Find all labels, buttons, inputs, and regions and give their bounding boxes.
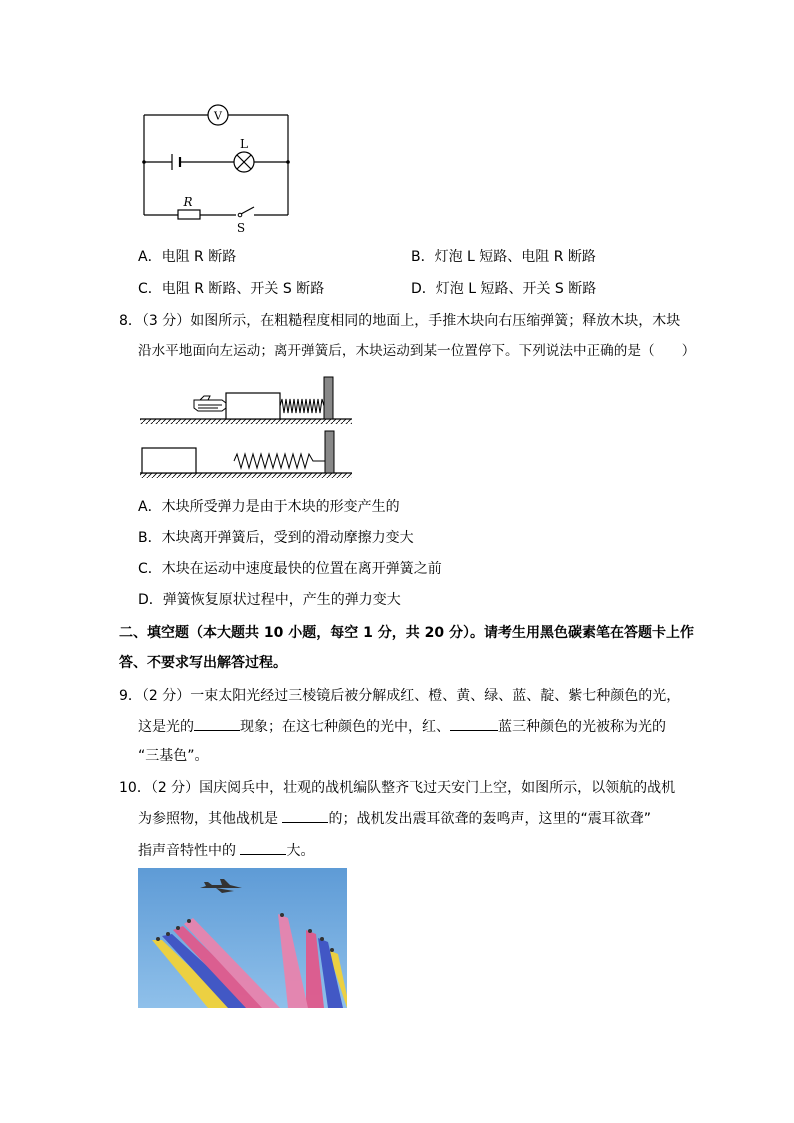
q9-line3: “三基色”。 bbox=[138, 748, 209, 764]
q10-text-d: 大。 bbox=[286, 843, 315, 859]
q10-line1: 10．（2 分）国庆阅兵中，壮观的战机编队整齐飞过天安门上空，如图所示，以领航的战机 bbox=[119, 780, 676, 796]
block-spring-figure bbox=[138, 372, 358, 484]
wall-bottom bbox=[325, 431, 334, 473]
q8-stem-line1: 8．（3 分）如图所示，在粗糙程度相同的地面上，手推木块向右压缩弹簧；释放木块，木块 bbox=[119, 313, 681, 329]
lamp-icon bbox=[234, 152, 254, 172]
wood-block-bottom bbox=[142, 448, 196, 473]
jet-formation-photo bbox=[138, 868, 347, 1008]
q9-text-a: 这是光的 bbox=[138, 719, 194, 735]
q8-option-b: B．木块离开弹簧后，受到的滑动摩擦力变大 bbox=[138, 530, 414, 546]
q8-stem-line2: 沿水平地面向左运动；离开弹簧后，木块运动到某一位置停下。下列说法中正确的是（ ） bbox=[138, 343, 696, 359]
q7-option-a: A．电阻 R 断路 bbox=[138, 249, 237, 265]
lamp-label: L bbox=[240, 137, 248, 151]
q10-line2 bbox=[138, 808, 651, 829]
q7-option-d: D．灯泡 L 短路、开关 S 断路 bbox=[411, 281, 597, 297]
q8-option-d: D．弹簧恢复原状过程中，产生的弹力变大 bbox=[138, 592, 401, 608]
q9-blank-2[interactable] bbox=[450, 716, 498, 731]
q10-blank-1[interactable] bbox=[282, 808, 328, 823]
q9-line1: 9．（2 分）一束太阳光经过三棱镜后被分解成红、橙、黄、绿、蓝、靛、紫七种颜色的光， bbox=[119, 688, 681, 704]
bottom-scene bbox=[140, 431, 352, 478]
resistor-icon bbox=[178, 210, 200, 219]
q9-text-b: 现象；在这七种颜色的光中，红、 bbox=[240, 719, 450, 735]
wood-block-top bbox=[226, 393, 280, 419]
q10-text-c: 指声音特性中的 bbox=[138, 843, 241, 859]
q9-blank-1[interactable] bbox=[194, 716, 240, 731]
q9-text-c: 蓝三种颜色的光被称为光的 bbox=[498, 719, 666, 735]
q10-line3 bbox=[138, 840, 314, 861]
section-heading-line2: 答、不要求写出解答过程。 bbox=[119, 655, 287, 671]
spring-relaxed bbox=[234, 454, 325, 468]
q7-option-b: B．灯泡 L 短路、电阻 R 断路 bbox=[411, 249, 596, 265]
top-scene bbox=[140, 377, 352, 424]
switch-label: S bbox=[236, 221, 246, 235]
q8-option-a: A．木块所受弹力是由于木块的形变产生的 bbox=[138, 499, 400, 515]
resistor-label: R bbox=[183, 195, 193, 209]
q10-text-b: 的；战机发出震耳欲聋的轰鸣声，这里的“震耳欲聋” bbox=[328, 811, 651, 827]
q9-line2 bbox=[138, 716, 666, 737]
spring-compressed bbox=[280, 399, 324, 413]
q7-option-c: C．电阻 R 断路、开关 S 断路 bbox=[138, 281, 325, 297]
q8-option-c: C．木块在运动中速度最快的位置在离开弹簧之前 bbox=[138, 561, 442, 577]
voltmeter-label: V bbox=[214, 109, 222, 123]
battery-icon bbox=[172, 154, 180, 170]
q10-blank-2[interactable] bbox=[240, 840, 286, 855]
section-heading-line1: 二、填空题（本大题共 10 小题，每空 1 分，共 20 分）。请考生用黑色碳素笔在答题卡上作 bbox=[119, 625, 694, 641]
hand-icon bbox=[194, 396, 226, 411]
switch-icon bbox=[238, 207, 254, 217]
wall-top bbox=[324, 377, 333, 419]
circuit-diagram bbox=[138, 100, 298, 240]
q10-text-a: 为参照物，其他战机是 bbox=[138, 811, 283, 827]
